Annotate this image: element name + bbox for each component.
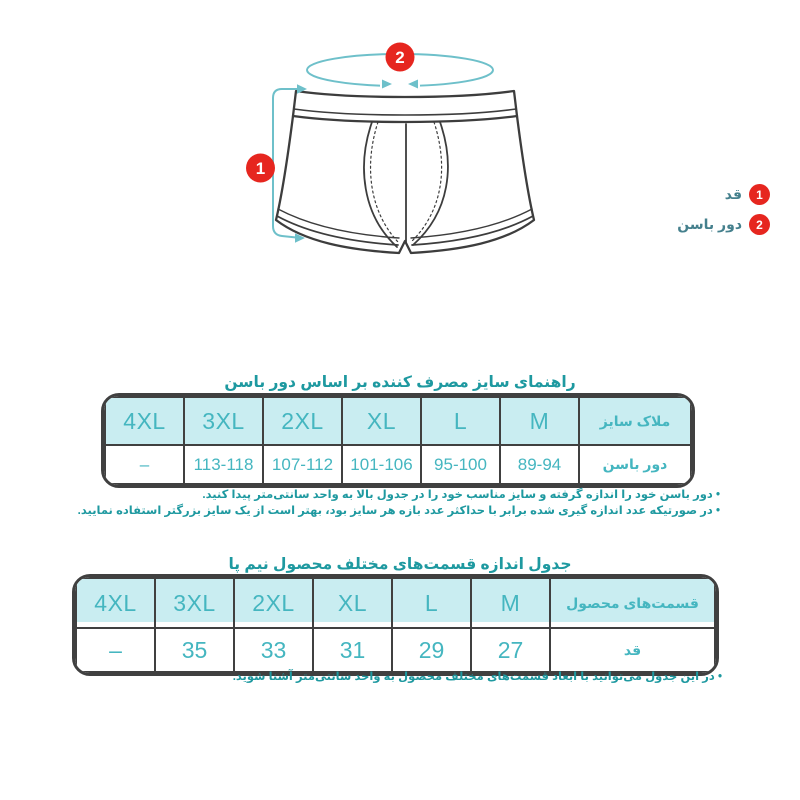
hip-value-2xl: 107-112 xyxy=(263,445,342,484)
size-guide-title: راهنمای سایز مصرف کننده بر اساس دور باسن xyxy=(224,373,576,391)
parts-size-col-m: M xyxy=(471,578,550,628)
parts-size-col-4xl: 4XL xyxy=(76,578,155,628)
parts-table xyxy=(72,574,719,676)
note-size-up: • در صورتیکه عدد اندازه گیری شده برابر با حداکثر عدد بازه هر سایز بود، بهتر است از یک سایز بزرگتر استفاده نمایید. xyxy=(77,505,720,517)
boxer-briefs-outline xyxy=(276,91,534,253)
legend-item-height xyxy=(677,184,770,205)
size-col-4xl: 4XL xyxy=(105,397,184,445)
size-guide-header-label: ملاک سایز xyxy=(579,397,691,445)
legend-label-hip: دور باسن xyxy=(677,216,742,232)
measure-badge-hip xyxy=(386,43,415,72)
size-guide-header-row xyxy=(105,397,691,445)
size-col-m: M xyxy=(500,397,579,445)
size-col-l: L xyxy=(421,397,500,445)
parts-table-title: جدول اندازه قسمت‌های مختلف محصول نیم پا xyxy=(228,555,572,573)
measure-badge-height xyxy=(246,154,275,183)
length-value-xl: 31 xyxy=(313,628,392,672)
measurement-legend xyxy=(677,184,770,235)
size-col-3xl: 3XL xyxy=(184,397,263,445)
length-value-2xl: 33 xyxy=(234,628,313,672)
parts-size-col-2xl: 2XL xyxy=(234,578,313,628)
legend-badge-2-icon: 2 xyxy=(749,214,770,235)
legend-badge-1-icon: 1 xyxy=(749,184,770,205)
hip-row-label: دور باسن xyxy=(579,445,691,484)
size-col-xl: XL xyxy=(342,397,421,445)
hip-value-4xl: – xyxy=(105,445,184,484)
length-value-4xl: – xyxy=(76,628,155,672)
hip-value-m: 89-94 xyxy=(500,445,579,484)
note-measure-hip: • دور باسن خود را اندازه گرفته و سایز مناسب خود را در جدول بالا به واحد سانتی‌متر پیدا کنید. xyxy=(202,489,720,501)
legend-item-hip xyxy=(677,214,770,235)
parts-size-col-3xl: 3XL xyxy=(155,578,234,628)
boxer-briefs-diagram xyxy=(0,0,800,290)
length-value-m: 27 xyxy=(471,628,550,672)
hip-badge-number: 2 xyxy=(395,48,405,67)
size-col-2xl: 2XL xyxy=(263,397,342,445)
parts-size-col-l: L xyxy=(392,578,471,628)
parts-table-notes xyxy=(72,669,722,685)
size-guide-table xyxy=(101,393,695,488)
parts-table-header-row xyxy=(76,578,715,628)
length-value-l: 29 xyxy=(392,628,471,672)
parts-table-header-label: قسمت‌های محصول xyxy=(550,578,715,628)
hip-value-l: 95-100 xyxy=(421,445,500,484)
note-parts-dimensions: • در این جدول می‌توانید با ابعاد قسمت‌های مختلف محصول به واحد سانتی‌متر آشنا شوید. xyxy=(232,671,722,683)
length-row-label: قد xyxy=(550,628,715,672)
hip-value-xl: 101-106 xyxy=(342,445,421,484)
parts-size-col-xl: XL xyxy=(313,578,392,628)
height-badge-number: 1 xyxy=(255,159,266,178)
size-guide-notes xyxy=(4,487,720,519)
length-value-3xl: 35 xyxy=(155,628,234,672)
length-values-row xyxy=(76,628,715,672)
hip-value-3xl: 113-118 xyxy=(184,445,263,484)
hip-values-row xyxy=(105,445,691,484)
legend-label-height: قد xyxy=(724,186,742,202)
